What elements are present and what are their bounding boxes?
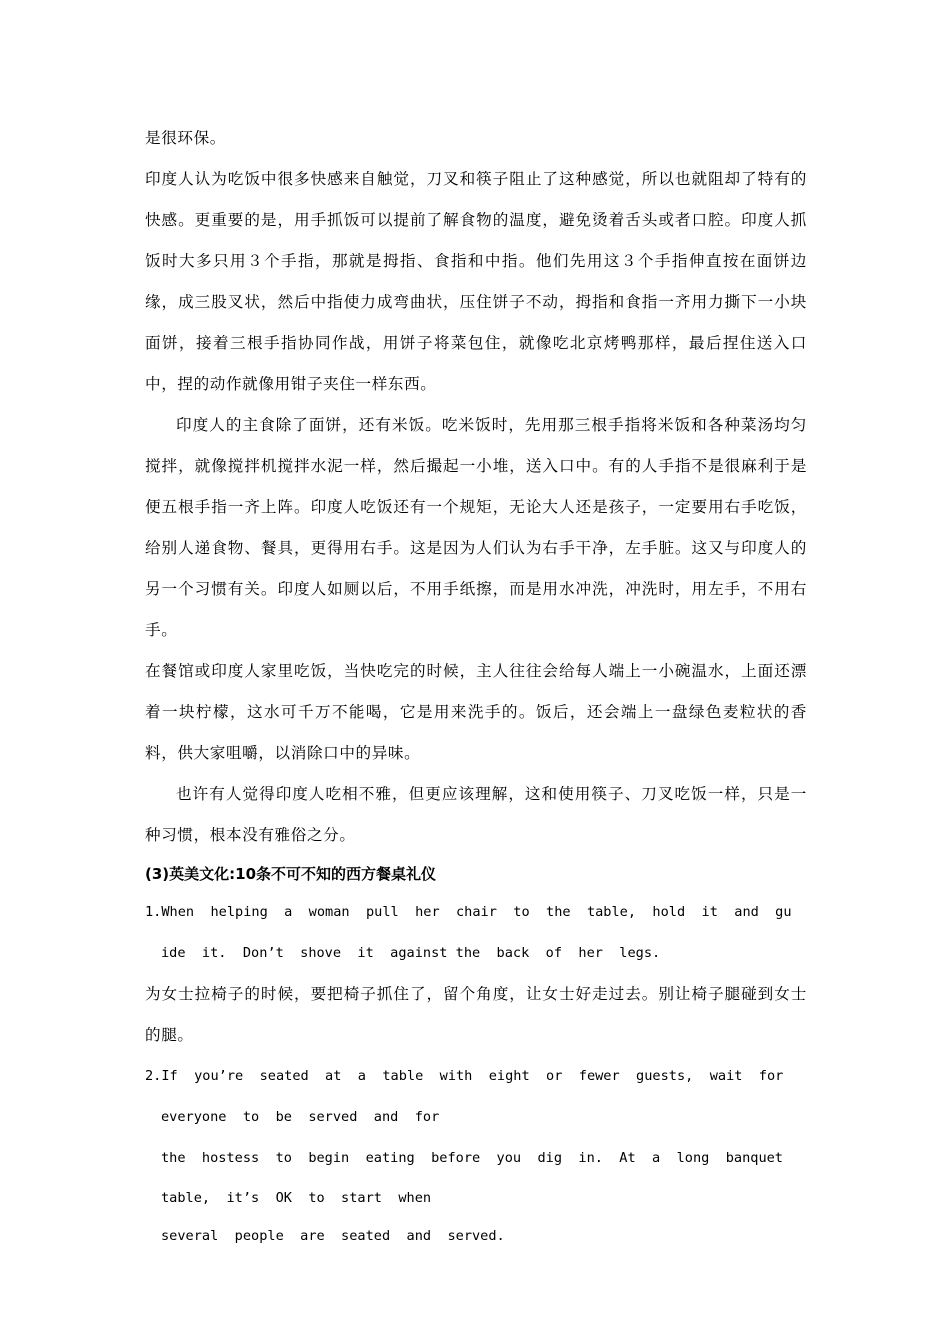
- paragraph-india-rice: 印度人的主食除了面饼，还有米饭。吃米饭时，先用那三根手指将米饭和各种菜汤均匀搅拌，就像搅拌机搅拌水泥一样，然后撮起一小堆，送入口中。有的人手指不是很麻利于是便五根手指一齐上阵。印度人吃饭还有一个规矩，无论大人还是孩子，一定要用右手吃饭，给别人递食物、餐具，更得用右手。这是因为人们认为右手干净，左手脏。这又与印度人的另一个习惯有关。印度人如厕以后，不用手纸擦，而是用水冲洗，冲洗时，用左手，不用右手。: [145, 416, 807, 639]
- rule-1-english-line: 1.When helping a woman pull her chair to the table, hold it and gu: [145, 904, 792, 920]
- rule-1-english-line: ide it. Don’t shove it against the back of her legs.: [161, 945, 661, 961]
- rule-2-english-line: everyone to be served and for: [161, 1109, 440, 1125]
- rule-2-english-line: 2.If you’re seated at a table with eight or fewer guests, wait for: [145, 1068, 784, 1084]
- paragraph-environment: 是很环保。: [145, 129, 226, 147]
- paragraph-india-custom: 也许有人觉得印度人吃相不雅，但更应该理解，这和使用筷子、刀叉吃饭一样，只是一种习惯，根本没有雅俗之分。: [145, 785, 807, 844]
- rule-2-english-line: several people are seated and served.: [161, 1228, 505, 1244]
- rule-2-english-line: table, it’s OK to start when: [161, 1190, 432, 1206]
- rule-item-1: [145, 892, 807, 1056]
- rule-2-english-line: the hostess to begin eating before you dig in. At a long banquet: [161, 1150, 783, 1166]
- rule-1-chinese: 为女士拉椅子的时候，要把椅子抓住了，留个角度，让女士好走过去。别让椅子腿碰到女士的腿。: [145, 985, 807, 1044]
- rule-item-2: [145, 1056, 807, 1255]
- paragraph-india-hand-eating: 印度人认为吃饭中很多快感来自触觉，刀叉和筷子阻止了这种感觉，所以也就阻却了特有的快感。更重要的是，用手抓饭可以提前了解食物的温度，避免烫着舌头或者口腔。印度人抓饭时大多只用３个手指，那就是拇指、食指和中指。他们先用这３个手指伸直按在面饼边缘，成三股叉状，然后中指使力成弯曲状，压住饼子不动，拇指和食指一齐用力撕下一小块面饼，接着三根手指协同作战，用饼子将菜包住，就像吃北京烤鸭那样，最后捏住送入口中，捏的动作就像用钳子夹住一样东西。: [145, 170, 807, 393]
- paragraph-india-restaurant: 在餐馆或印度人家里吃饭，当快吃完的时候，主人往往会给每人端上一小碗温水，上面还漂着一块柠檬，这水可千万不能喝，它是用来洗手的。饭后，还会端上一盘绿色麦粒状的香料，供大家咀嚼，以消除口中的异味。: [145, 662, 807, 762]
- section-heading: (3)英美文化:10条不可不知的西方餐桌礼仪: [145, 865, 437, 883]
